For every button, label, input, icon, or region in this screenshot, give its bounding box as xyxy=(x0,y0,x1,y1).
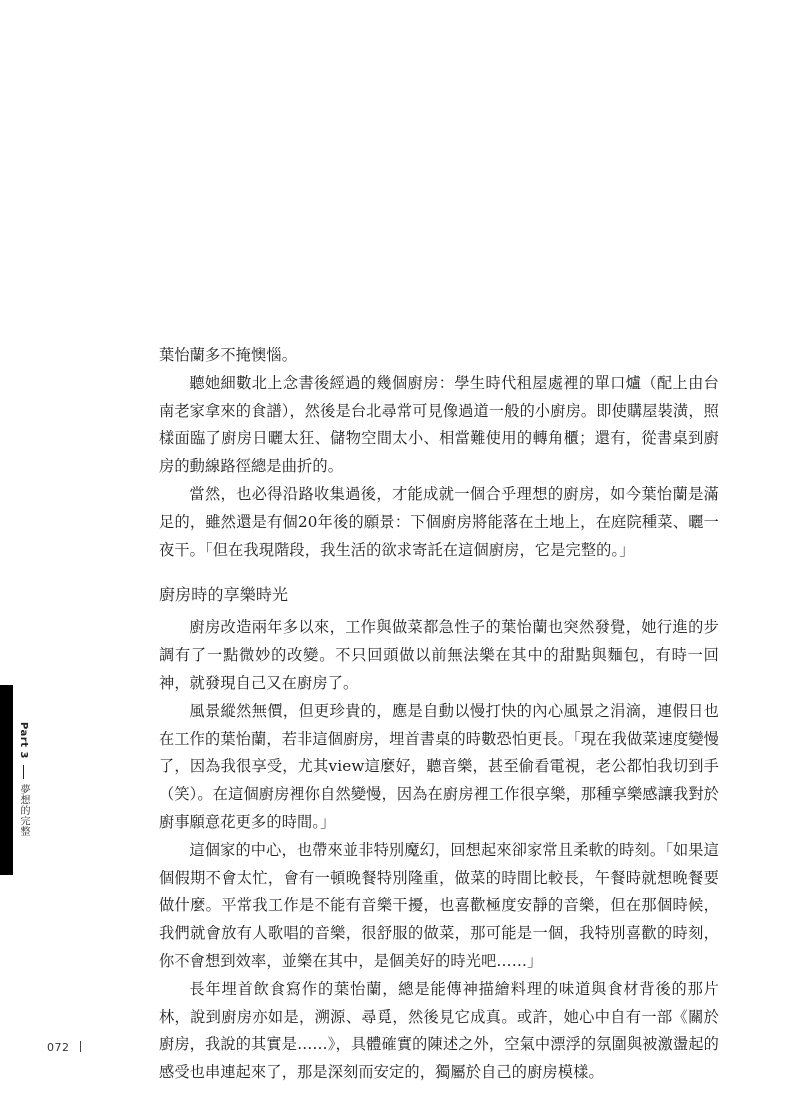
paragraph: 聽她細數北上念書後經過的幾個廚房：學生時代租屋處裡的單口爐（配上由台南老家拿來的食譜），然後是台北尋常可見像過道一般的小廚房。即使購屋裝潢，照樣面臨了廚房日曬太狂、儲物空間太小、相當難使用的轉角櫃；還有，從書桌到廚房的動線路徑總是曲折的。 xyxy=(159,373,719,476)
paragraph: 葉怡蘭多不掩懊惱。 xyxy=(159,346,298,364)
running-head-divider xyxy=(23,765,24,779)
article-body xyxy=(159,342,719,1087)
paragraph: 風景縱然無價，但更珍貴的，應是自動以慢打快的內心風景之涓滴，連假日也在工作的葉怡蘭，若非這個廚房，埋首書桌的時數恐怕更長。「現在我做菜速度變慢了，因為我很享受，尤其view這麼好，聽音樂，甚至偷看電視，老公都怕我切到手（笑）。在這個廚房裡你自然變慢，因為在廚房裡工作很享樂，那種享樂感讓我對於廚事願意花更多的時間。」 xyxy=(159,701,719,831)
page-number-text: 072 xyxy=(47,1041,70,1054)
chapter-tab-marker xyxy=(0,685,13,875)
page-number-divider xyxy=(80,1041,81,1052)
running-head-part: Part 3 xyxy=(18,722,29,759)
section-heading: 廚房時的享樂時光 xyxy=(159,585,289,605)
paragraph: 這個家的中心，也帶來並非特別魔幻，回想起來卻家常且柔軟的時刻。「如果這個假期不會太忙，會有一頓晚餐特別隆重，做菜的時間比較長，午餐時就想晚餐要做什麼。平常我工作是不能有音樂干擾，也喜歡極度安靜的音樂，但在那個時候，我們就會放有人歌唱的音樂，很舒服的做菜，那可能是一個，我特別喜歡的時刻，你不會想到效率，並樂在其中，是個美好的時光吧……」 xyxy=(159,840,719,970)
running-head-title: 夢想的完整 xyxy=(18,784,29,837)
paragraph: 廚房改造兩年多以來，工作與做菜都急性子的葉怡蘭也突然發覺，她行進的步調有了一點微妙的改變。不只回頭做以前無法樂在其中的甜點與麵包，有時一回神，就發現自己又在廚房了。 xyxy=(159,618,719,692)
paragraph: 當然，也必得沿路收集過後，才能成就一個合乎理想的廚房，如今葉怡蘭是滿足的，雖然還是有個20年後的願景：下個廚房將能落在土地上，在庭院種菜、曬一夜干。「但在我現階段，我生活的欲求寄託在這個廚房，它是完整的。」 xyxy=(159,484,719,559)
running-head xyxy=(17,722,29,837)
paragraph: 長年埋首飲食寫作的葉怡蘭，總是能傳神描繪料理的味道與食材背後的那片林，說到廚房亦如是，溯源、尋覓，然後見它成真。或許，她心中自有一部《關於廚房，我說的其實是……》，具體確實的陳述之外，空氣中漂浮的氛圍與被激盪起的感受也串連起來了，那是深刻而安定的，獨屬於自己的廚房模樣。 xyxy=(159,979,719,1082)
page-number xyxy=(47,1041,81,1054)
